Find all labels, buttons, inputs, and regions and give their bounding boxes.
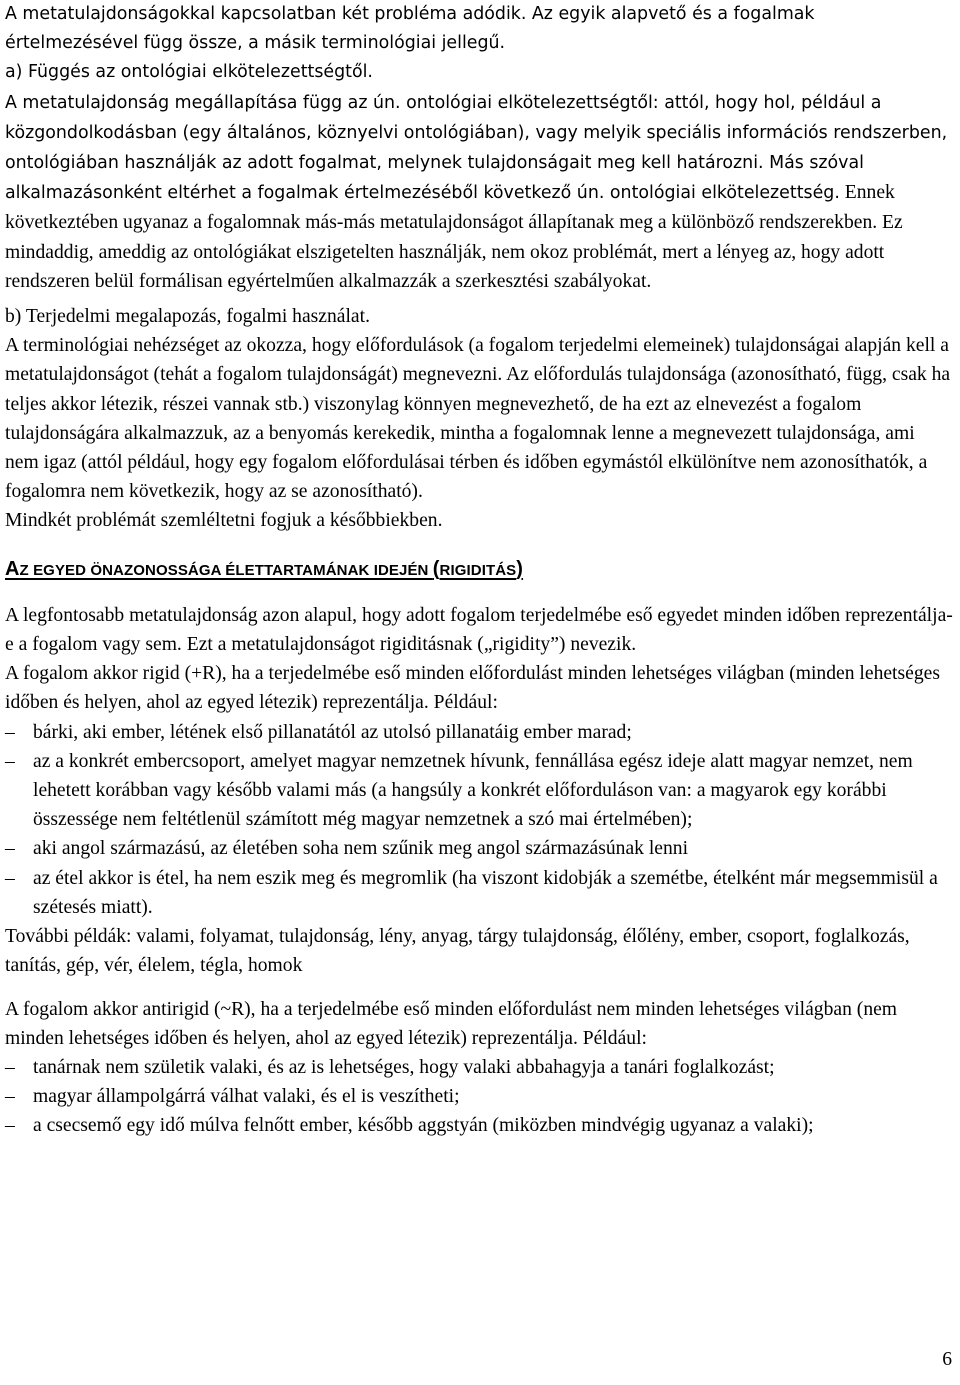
list-item-text: aki angol származású, az életében soha nem szűnik meg angol származásúnak lenni [33, 838, 689, 860]
list-item [5, 1082, 953, 1111]
document-page [5, 0, 953, 1141]
rigid-intro: A fogalom akkor rigid (+R), ha a terjedelmébe eső minden előfordulást minden lehetséges világban (minden lehetséges időben és helyen, ahol az egyed létezik) reprezentálja. Például: [5, 663, 940, 714]
dash-bullet: – [5, 838, 15, 860]
list-item [5, 718, 953, 747]
list-item [5, 834, 953, 863]
section-a-title: a) Függés az ontológiai elkötelezettségtől. [5, 62, 373, 83]
rigidity-definition: A legfontosabb metatulajdonság azon alapul, hogy adott fogalom terjedelmébe eső egyedet minden időben reprezentálja-e a fogalom vagy sem. Ezt a metatulajdonságot rigiditásnak („rigidity”) nevezik. [5, 604, 953, 656]
section-a-paragraph [5, 88, 953, 296]
section-a-tail: Ennek következtében ugyanaz a fogalomnak más-más metatulajdonságot állapítanak meg a különböző rendszerekben. Ez mindaddig, ameddig az ontológiákat elszigetelten használják, nem okoz problémát, mert a lényeg az, hogy adott rendszeren belül formálisan egyértelműen alkalmazzák a szerkesztési szabályokat. [5, 182, 903, 292]
list-item-text: bárki, aki ember, létének első pillanatától az utolsó pillanatáig ember marad; [33, 721, 632, 743]
list-item-text: tanárnak nem születik valaki, és az is lehetséges, hogy valaki abbahagyja a tanári foglalkozást; [33, 1056, 775, 1078]
section-b-body: A terminológiai nehézséget az okozza, hogy előfordulások (a fogalom terjedelmi elemeinek) tulajdonságai alapján kell a metatulajdonságot (tehát a fogalom tulajdonságát) megnevezni. Az előfordulás tulajdonsága (azonosítható, függ, csak ha teljes akkor létezik, részei vannak stb.) viszonylag könnyen megnevezhető, de ha ezt az elnevezést a fogalom tulajdonságára alkalmazzuk, az a benyomás kerekedik, mintha a fogalomnak lenne a megnevezett tulajdonsága, ami nem igaz (attól például, hogy egy fogalom előfordulásai térben és időben egymástól elkülönítve nem azonosíthatók, a fogalomra nem következik, hogy az se azonosítható). [5, 335, 951, 503]
antirigid-intro: A fogalom akkor antirigid (~R), ha a terjedelmébe eső minden előfordulást nem minden lehetséges világban (nem minden lehetséges időben és helyen, ahol az egyed létezik) reprezentálja. Például: [5, 998, 898, 1049]
heading-part: A [5, 557, 20, 580]
section-a-body: ontológiai elkötelezettségtől: attól, hogy hol, például a közgondolkodásban (egy általános, köznyelvi ontológiában), vagy melyik speciális információs rendszerben, ontológiában használják az adott fogalmat, melynek tulajdonságait meg kell határozni. Más szóval alkalmazásonként eltérhet a fogalmak értelmezéséből következő ún. ontológiai elkötelezettség. [5, 92, 948, 204]
dash-bullet: – [5, 1086, 15, 1108]
dash-bullet: – [5, 750, 15, 772]
heading-part: RIGIDITÁS [439, 561, 517, 579]
section-b-title: b) Terjedelmi megalapozás, fogalmi használat. [5, 306, 370, 328]
rigid-examples-list [5, 718, 953, 922]
heading-part: ) [516, 557, 524, 580]
section-b-closing: Mindkét problémát szemléltetni fogjuk a későbbiekben. [5, 510, 443, 532]
list-item-text: az étel akkor is étel, ha nem eszik meg és megromlik (ha viszont kidobják a szemétbe, ételként már megsemmisül a szétesés miatt). [33, 867, 938, 918]
dash-bullet: – [5, 867, 15, 889]
heading-part: Z EGYED ÖNAZONOSSÁGA ÉLETTARTAMÁNAK IDEJÉN [19, 561, 433, 579]
intro-paragraph: A metatulajdonságokkal kapcsolatban két probléma adódik. Az egyik alapvető és a fogalmak értelmezésével függ össze, a másik terminológiai jellegű. [5, 4, 815, 54]
list-item-text: magyar állampolgárrá válhat valaki, és el is veszítheti; [33, 1086, 460, 1108]
section-heading [5, 555, 953, 585]
dash-bullet: – [5, 1056, 15, 1078]
list-item-text: a csecsemő egy idő múlva felnőtt ember, később aggstyán (miközben mindvégig ugyanaz a valaki); [33, 1115, 814, 1137]
heading-part: ( [432, 557, 440, 580]
section-a-lead: A metatulajdonság megállapítása függ az ún. [5, 92, 401, 113]
dash-bullet: – [5, 1115, 15, 1137]
list-item [5, 1053, 953, 1082]
list-item [5, 1111, 953, 1140]
list-item [5, 747, 953, 835]
page-number: 6 [942, 1349, 952, 1370]
antirigid-examples-list [5, 1053, 953, 1141]
more-examples: További példák: valami, folyamat, tulajdonság, lény, anyag, tárgy tulajdonság, élőlény, ember, csoport, foglalkozás, tanítás, gép, vér, élelem, tégla, homok [5, 926, 910, 977]
list-item [5, 864, 953, 922]
dash-bullet: – [5, 721, 15, 743]
list-item-text: az a konkrét embercsoport, amelyet magyar nemzetnek hívunk, fennállása egész ideje alatt magyar nemzet, nem lehetett korábban vagy később valami más (a hangsúly a konkrét előforduláson van: a magyarok egy korábbi összessége nem feltétlenül számított még magyar nemzetnek a szó mai értelmében); [33, 750, 913, 831]
